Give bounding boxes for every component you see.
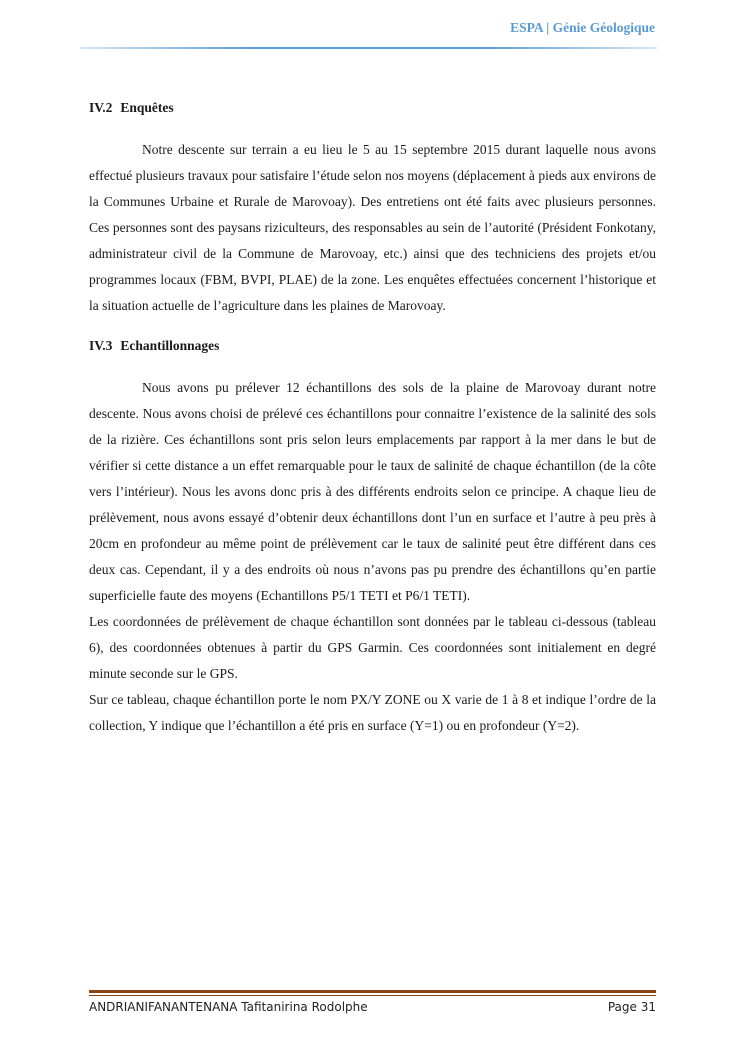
section-number: IV.3 (89, 338, 113, 353)
section-number: IV.2 (89, 100, 113, 115)
footer-divider-thin (89, 995, 656, 996)
section-heading-enquetes (89, 97, 656, 119)
section-title: Echantillonnages (120, 338, 220, 353)
footer-divider (89, 990, 656, 993)
page-body (89, 97, 656, 739)
section-heading-echantillonnages (89, 335, 656, 357)
paragraph-enquetes: Notre descente sur terrain a eu lieu le 5 au 15 septembre 2015 durant laquelle nous avons effectué plusieurs travaux pour satisfaire l’étude selon nos moyens (déplacement à pieds aux environs de la Communes Urbaine et Rurale de Marovoay). Des entretiens ont été faits avec plusieurs personnes. Ces personnes sont des paysans riziculteurs, des responsables au sein de l’autorité (Président Fonkotany, administrateur civil de la Commune de Marovoay, etc.) ainsi que des techniciens des projets et/ou programmes locaux (FBM, BVPI, PLAE) de la zone. Les enquêtes effectuées concernent l’historique et la situation actuelle de l’agriculture dans les plaines de Marovoay. (89, 142, 656, 313)
header-divider (80, 47, 657, 49)
paragraph-echantillonnages-2: Les coordonnées de prélèvement de chaque échantillon sont données par le tableau ci-dessous (tableau 6), des coordonnées obtenues à partir du GPS Garmin. Ces coordonnées sont initialement en degré minute seconde sur le GPS. (89, 614, 656, 681)
footer-author: ANDRIANIFANANTENANA Tafitanirina Rodolphe (89, 1000, 368, 1014)
running-header-title: ESPA | Génie Géologique (510, 20, 655, 35)
page-number: Page 31 (607, 1000, 656, 1014)
paragraph-echantillonnages-1: Nous avons pu prélever 12 échantillons des sols de la plaine de Marovoay durant notre descente. Nous avons choisi de prélevé ces échantillons pour connaitre l’existence de la salinité des sols de la rizière. Ces échantillons sont pris selon leurs emplacements par rapport à la mer dans le but de vérifier si cette distance a un effet remarquable pour le taux de salinité de chaque échantillon (de la côte vers l’intérieur). Nous les avons donc pris à des différents endroits selon ce principe. A chaque lieu de prélèvement, nous avons essayé d’obtenir deux échantillons dont l’un en surface et l’autre à peu près à 20cm en profondeur au même point de prélèvement car le taux de salinité peut être différent dans ces deux cas. Cependant, il y a des endroits où nous n’avons pas pu prendre des échantillons qu’en partie superficielle faute des moyens (Echantillons P5/1 TETI et P6/1 TETI). (89, 380, 656, 603)
section-title: Enquêtes (120, 100, 174, 115)
paragraph-echantillonnages-3: Sur ce tableau, chaque échantillon porte le nom PX/Y ZONE ou X varie de 1 à 8 et indique l’ordre de la collection, Y indique que l’échantillon a été pris en surface (Y=1) ou en profondeur (Y=2). (89, 692, 656, 733)
